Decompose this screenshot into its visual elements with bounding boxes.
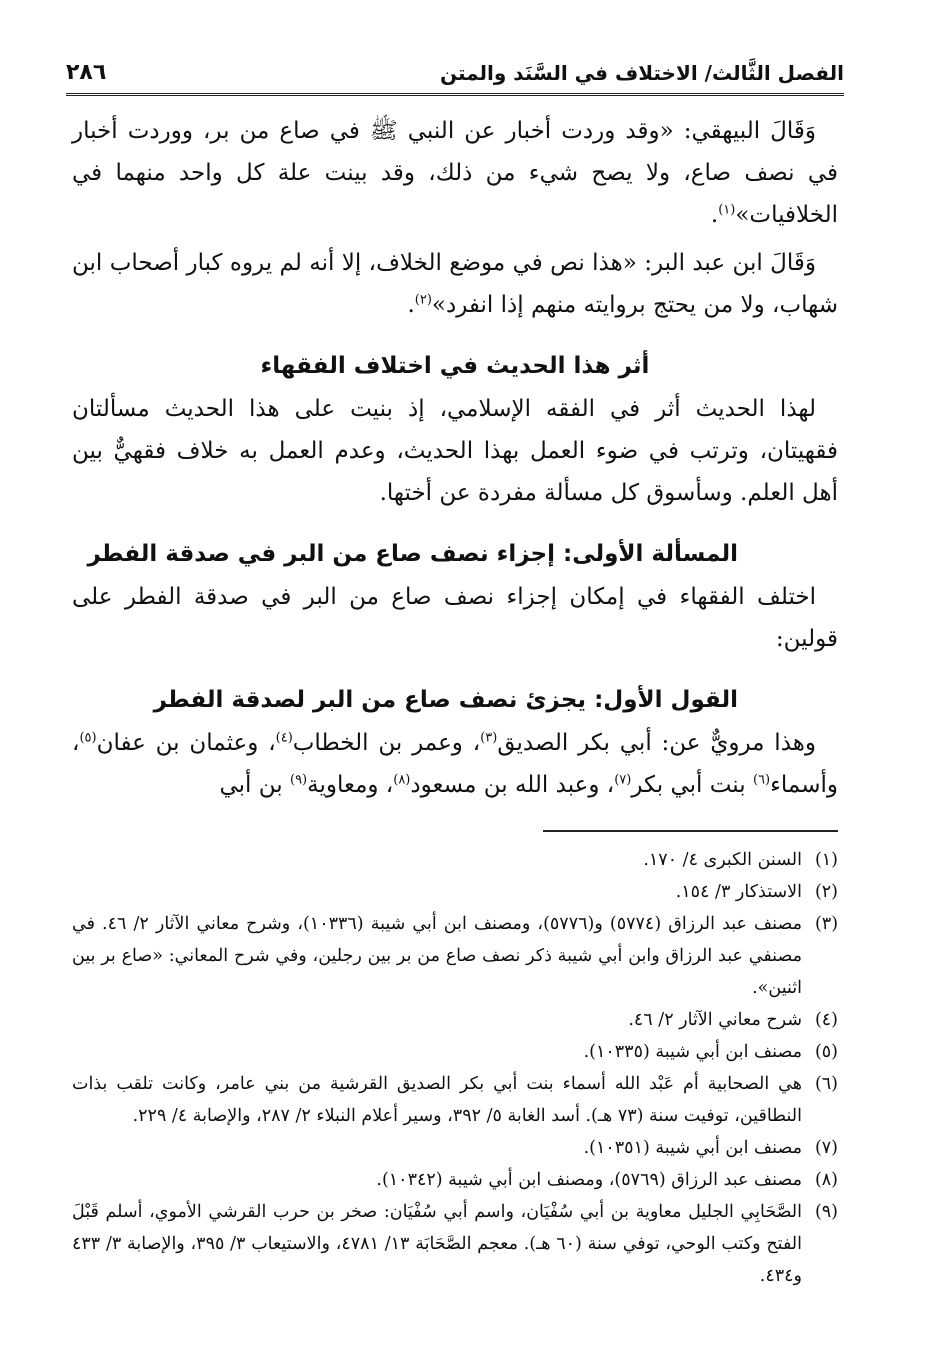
paragraph-ibn-abd-albarr [72, 242, 838, 326]
issue-heading-title: إجزاء نصف صاع من البر في صدقة الفطر [87, 541, 555, 567]
footnote-ref: (٨) [393, 772, 411, 788]
footnote-text: السنن الكبرى ٤/ ١٧٠. [643, 850, 802, 870]
footnote-number: (٨) [814, 1170, 838, 1190]
section-paragraph: لهذا الحديث أثر في الفقه الإسلامي، إذ بنيت على هذا الحديث مسألتان فقهيتان، وترتب في ضوء العمل بهذا الحديث، وعدم العمل به خلاف فقهيٌّ بين أهل العلم. وسأسوق كل مسألة مفردة عن أختها. [72, 396, 838, 506]
paragraph-bayhaqi [72, 110, 838, 236]
running-title: الفصل الثَّالث/ الاختلاف في السَّنَد والمتن [439, 61, 844, 85]
footnote-number: (٢) [814, 882, 838, 902]
footnote-text: مصنف عبد الرزاق (٥٧٦٩)، ومصنف ابن أبي شيبة (١٠٣٤٢). [376, 1170, 802, 1190]
footnote-number: (٣) [814, 914, 839, 934]
footnote-text: هي الصحابية أم عَبْد الله أسماء بنت أبي بكر الصديق القرشية من بني عامر، وكانت تلقب بذات النطاقين، توفيت سنة (٧٣ هـ). أسد الغابة ٥/ ٣٩٢، وسير أعلام النبلاء ٢/ ٢٨٧، والإصابة ٤/ ٢٢٩. [72, 1074, 802, 1126]
footnote-number: (٤) [814, 1010, 838, 1030]
opinion-text: ، ومعاوية [307, 772, 394, 798]
opinion-text: بن أبي [219, 772, 290, 798]
footnote-item [72, 876, 838, 908]
opinion-text: وهذا مرويٌّ عن: أبي بكر الصديق [497, 730, 816, 756]
opinion-heading-lead: القول الأول: [594, 687, 738, 713]
footnote-ref: (٧) [614, 772, 632, 788]
footnote-item [72, 908, 838, 1004]
footnote-ref: (١) [718, 202, 736, 218]
footnote-item [72, 1036, 838, 1068]
footnote-text: مصنف ابن أبي شيبة (١٠٣٣٥). [583, 1042, 802, 1062]
opinion-text: ، وعمر بن الخطاب [292, 730, 481, 756]
footnote-ref: (٩) [289, 772, 308, 788]
footnote-ref: (٣) [480, 730, 498, 746]
footnote-number: (٧) [814, 1138, 838, 1158]
footnote-item [72, 1196, 838, 1292]
footnote-ref: (٢) [414, 292, 432, 308]
opinion-heading-title: يجزئ نصف صاع من البر لصدقة الفطر [153, 687, 587, 713]
opinion-heading [72, 682, 838, 718]
page-header [66, 60, 844, 96]
sentence-end: . [710, 202, 719, 228]
opinion-paragraph [72, 722, 838, 806]
footnote-ref: (٥) [79, 730, 97, 746]
footnote-separator [543, 830, 838, 832]
paragraph-text: وَقَالَ البيهقي: «وقد وردت أخبار عن النبي ﷺ في صاع من بر، ووردت أخبار في نصف صاع، ولا يصح شيء من ذلك، وقد بينت علة كل واحد منهما في الخلافيات» [72, 118, 838, 228]
footnote-item [72, 844, 838, 876]
footnote-text: مصنف عبد الرزاق (٥٧٧٤) و(٥٧٧٦)، ومصنف ابن أبي شيبة (١٠٣٣٦)، وشرح معاني الآثار ٢/ ٤٦. في مصنفي عبد الرزاق وابن أبي شيبة ذكر نصف صاع من بر بين رجلين، وفي شرح المعاني: «صاع بر بين اثنين». [72, 914, 803, 998]
opinion-text: بنت أبي بكر [631, 772, 753, 798]
footnote-item [72, 1132, 838, 1164]
main-text [72, 110, 838, 806]
footnote-item [72, 1004, 838, 1036]
footnote-text: شرح معاني الآثار ٢/ ٤٦. [628, 1010, 802, 1030]
issue-paragraph: اختلف الفقهاء في إمكان إجزاء نصف صاع من البر في صدقة الفطر على قولين: [72, 584, 838, 652]
opinion-text: ، وأسماء [72, 730, 838, 798]
footnote-text: الاستذكار ٣/ ١٥٤. [675, 882, 802, 902]
footnotes [72, 844, 838, 1292]
footnote-number: (١) [814, 850, 838, 870]
paragraph-text: وَقَالَ ابن عبد البر: «هذا نص في موضع الخلاف، إلا أنه لم يروه كبار أصحاب ابن شهاب، ولا من يحتج بروايته منهم إذا انفرد» [72, 250, 838, 318]
footnote-number: (٩) [814, 1202, 838, 1222]
opinion-text: ، وعثمان بن عفان [96, 730, 276, 756]
opinion-text: ، وعبد الله بن مسعود [410, 772, 615, 798]
sentence-end: . [407, 292, 415, 318]
footnote-ref: (٦) [752, 772, 771, 788]
page-number: ٢٨٦ [66, 60, 107, 85]
issue-heading-lead: المسألة الأولى: [563, 541, 738, 567]
footnote-text: مصنف ابن أبي شيبة (١٠٣٥١). [583, 1138, 802, 1158]
footnote-number: (٥) [814, 1042, 838, 1062]
footnote-item [72, 1068, 838, 1132]
section-heading: أثر هذا الحديث في اختلاف الفقهاء [260, 353, 650, 379]
footnote-ref: (٤) [275, 730, 293, 746]
footnote-item [72, 1164, 838, 1196]
issue-heading [72, 536, 838, 572]
footnote-number: (٦) [814, 1074, 838, 1094]
footnote-text: الصَّحَابِي الجليل معاوية بن أبي سُفْيَان، واسم أبي سُفْيَان: صخر بن حرب القرشي الأموي، أسلم قَبْلَ الفتح وكتب الوحي، توفي سنة (٦٠ هـ). معجم الصَّحَابَة ١٣/ ٤٧٨١، والاستيعاب ٣/ ٣٩٥، والإصابة ٣/ ٤٣٣ و٤٣٤. [72, 1202, 802, 1286]
